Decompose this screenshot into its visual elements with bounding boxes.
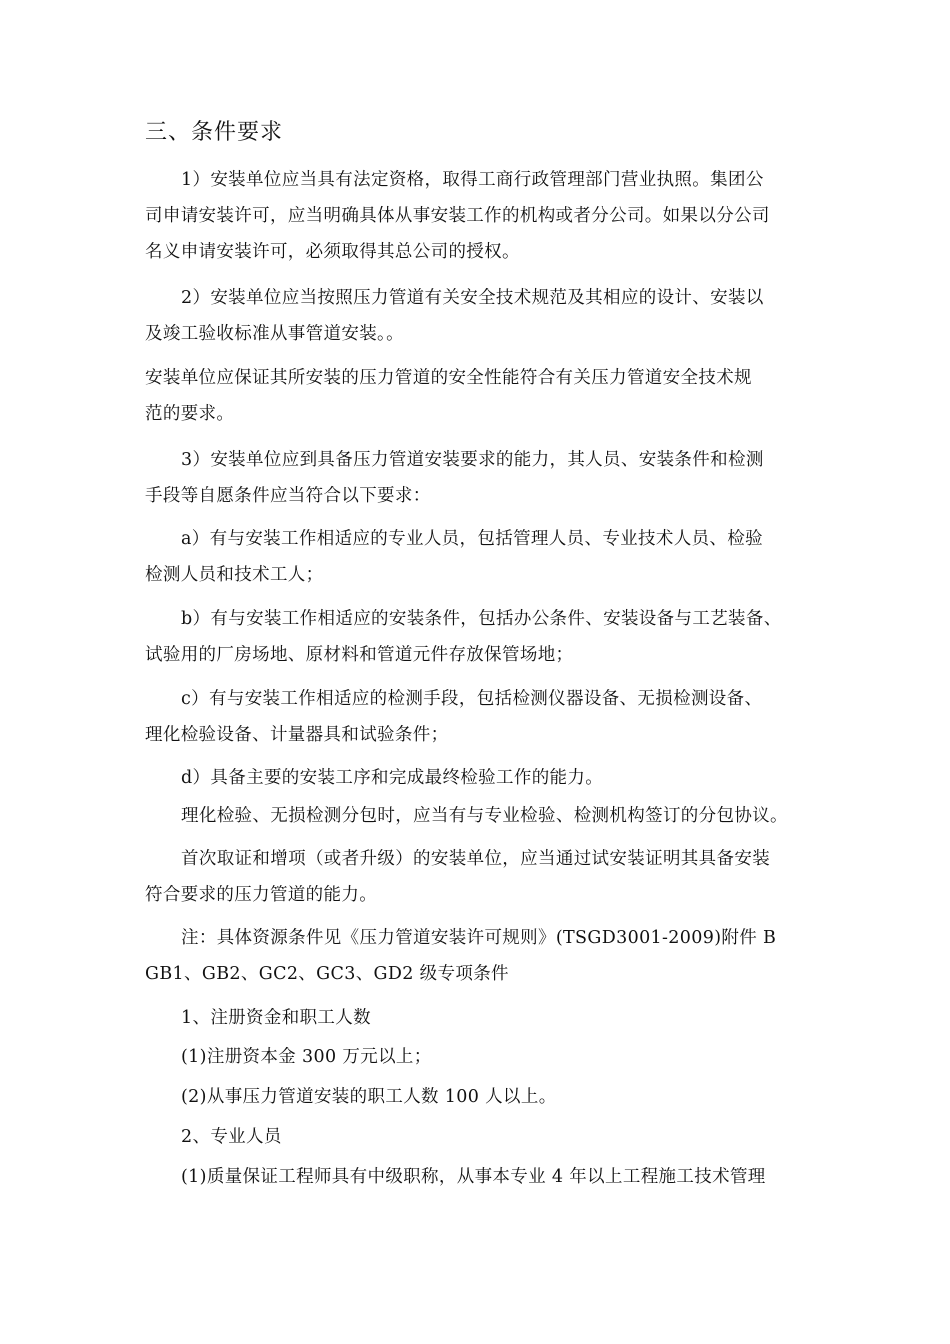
paragraph-line: 手段等自愿条件应当符合以下要求： [145,486,431,506]
paragraph-line: (2)从事压力管道安装的职工人数 100 人以上。 [181,1087,557,1107]
paragraph-line: 1、注册资金和职工人数 [181,1008,371,1028]
paragraph-line: 符合要求的压力管道的能力。 [145,885,378,905]
paragraph-line: 及竣工验收标准从事管道安装。。 [145,324,404,344]
paragraph-line: 1）安装单位应当具有法定资格，取得工商行政管理部门营业执照。集团公 [181,170,764,190]
paragraph-line: 司申请安装许可，应当明确具体从事安装工作的机构或者分公司。如果以分公司 [145,206,770,226]
paragraph-line: 理化检验设备、计量器具和试验条件； [145,725,449,745]
paragraph-line: (1)注册资本金 300 万元以上； [181,1047,432,1067]
paragraph-line: b）有与安装工作相适应的安装条件，包括办公条件、安装设备与工艺装备、 [181,609,782,629]
paragraph-line: 试验用的厂房场地、原材料和管道元件存放保管场地； [145,645,574,665]
paragraph-line: 3）安装单位应到具备压力管道安装要求的能力，其人员、安装条件和检测 [181,450,764,470]
paragraph-line: d）具备主要的安装工序和完成最终检验工作的能力。 [181,768,604,788]
paragraph-line: 2）安装单位应当按照压力管道有关安全技术规范及其相应的设计、安装以 [181,288,764,308]
paragraph-line: 首次取证和增项（或者升级）的安装单位，应当通过试安装证明其具备安装 [181,849,771,869]
paragraph-line: 2、专业人员 [181,1127,282,1147]
section-heading: 三、条件要求 [145,120,284,145]
paragraph-line: c）有与安装工作相适应的检测手段，包括检测仪器设备、无损检测设备、 [181,689,763,709]
paragraph-line: 理化检验、无损检测分包时，应当有与专业检验、检测机构签订的分包协议。 [181,806,788,826]
paragraph-line: a）有与安装工作相适应的专业人员，包括管理人员、专业技术人员、检验 [181,529,763,549]
paragraph-line: 注：具体资源条件见《压力管道安装许可规则》(TSGD3001-2009)附件 B [181,928,777,948]
paragraph-line: 名义申请安装许可，必须取得其总公司的授权。 [145,242,520,262]
paragraph-line: GB1、GB2、GC2、GC3、GD2 级专项条件 [145,964,509,984]
paragraph-line: 检测人员和技术工人； [145,565,324,585]
paragraph-line: 范的要求。 [145,404,235,424]
paragraph-line: (1)质量保证工程师具有中级职称，从事本专业 4 年以上工程施工技术管理 [181,1167,766,1187]
paragraph-line: 安装单位应保证其所安装的压力管道的安全性能符合有关压力管道安全技术规 [145,368,752,388]
